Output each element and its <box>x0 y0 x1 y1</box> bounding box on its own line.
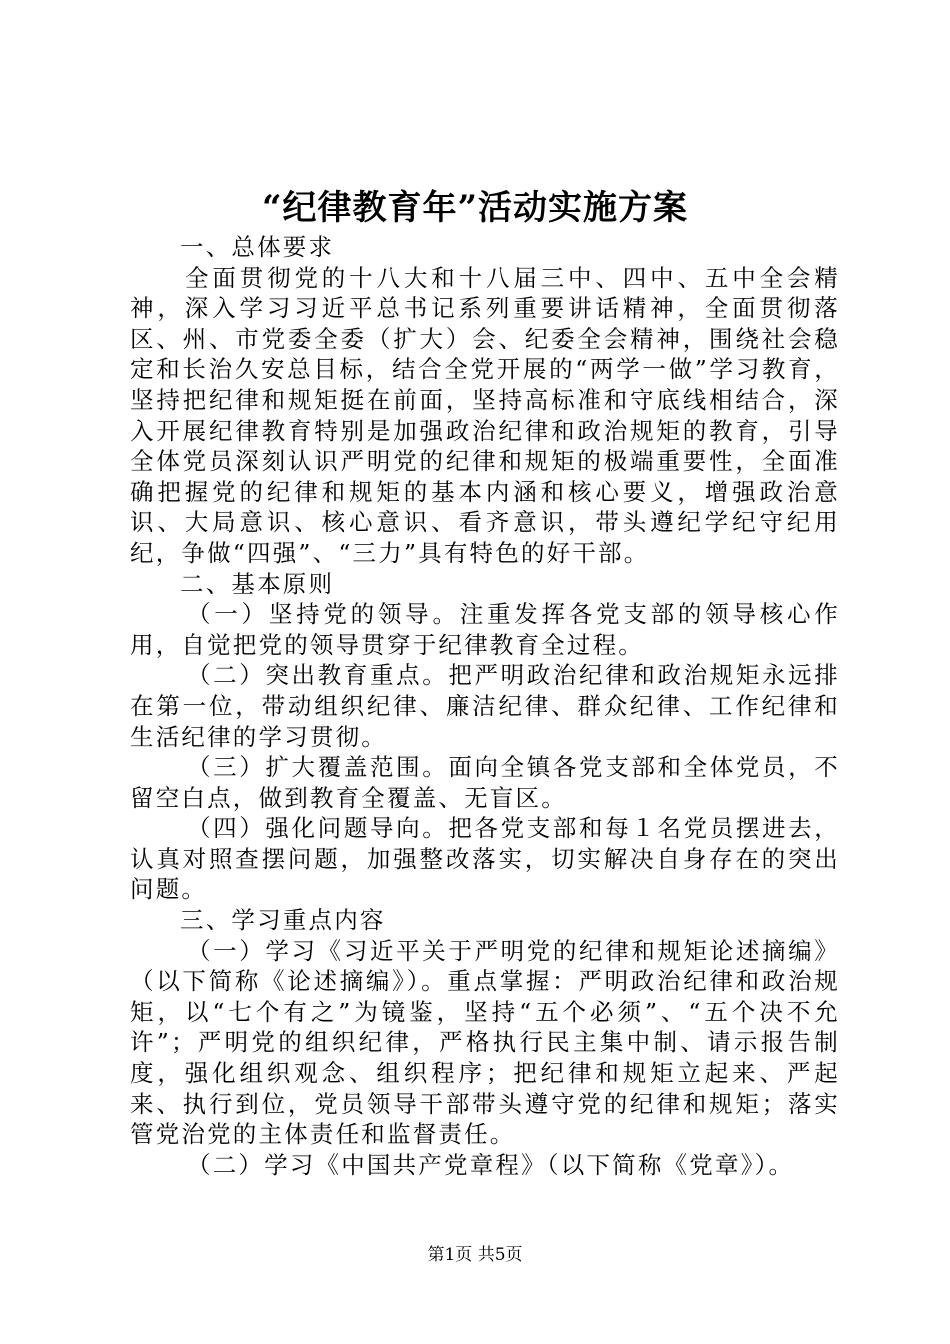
paragraph-study-1: （一）学习《习近平关于严明党的纪律和规矩论述摘编》（以下简称《论述摘编》）。重点掌握：严明政治纪律和政治规矩，以“七个有之”为镜鉴，坚持“五个必须”、“五个决不允许”；严明党的组织纪律，严格执行民主集中制、请示报告制度，强化组织观念、组织程序；把纪律和规矩立起来、严起来、执行到位，党员领导干部带头遵守党的纪律和规矩；落实管党治党的主体责任和监督责任。 <box>130 936 840 1149</box>
document-title: “纪律教育年”活动实施方案 <box>261 188 689 228</box>
paragraph-principle-4: （四）强化问题导向。把各党支部和每１名党员摆进去，认真对照查摆问题，加强整改落实，切实解决自身存在的突出问题。 <box>130 814 840 904</box>
section-heading-study-content: 三、学习重点内容 <box>180 906 386 935</box>
paragraph-principle-3: （三）扩大覆盖范围。面向全镇各党支部和全体党员，不留空白点，做到教育全覆盖、无盲区。 <box>130 753 840 812</box>
paragraph-general-requirements: 全面贯彻党的十八大和十八届三中、四中、五中全会精神，深入学习习近平总书记系列重要讲话精神，全面贯彻落区、州、市党委全委（扩大）会、纪委全会精神，围绕社会稳定和长治久安总目标，结合全党开展的“两学一做”学习教育，坚持把纪律和规矩挺在前面，坚持高标准和守底线相结合，深入开展纪律教育特别是加强政治纪律和政治规矩的教育，引导全体党员深刻认识严明党的纪律和规矩的极端重要性，全面准确把握党的纪律和规矩的基本内涵和核心要义，增强政治意识、大局意识、核心意识、看齐意识，带头遵纪学纪守纪用纪，争做“四强”、“三力”具有特色的好干部。 <box>130 263 840 567</box>
section-heading-basic-principles: 二、基本原则 <box>180 569 335 598</box>
paragraph-study-2: （二）学习《中国共产党章程》（以下简称《党章》）。 <box>187 1150 795 1179</box>
section-heading-general-requirements: 一、总体要求 <box>180 233 335 261</box>
page-footer: 第1页 共5页 <box>427 1245 523 1265</box>
document-body <box>130 232 840 1180</box>
paragraph-principle-2: （二）突出教育重点。把严明政治纪律和政治规矩永远排在第一位，带动组织纪律、廉洁纪律、群众纪律、工作纪律和生活纪律的学习贯彻。 <box>130 661 840 751</box>
paragraph-principle-1: （一）坚持党的领导。注重发挥各党支部的领导核心作用，自觉把党的领导贯穿于纪律教育全过程。 <box>130 600 840 659</box>
